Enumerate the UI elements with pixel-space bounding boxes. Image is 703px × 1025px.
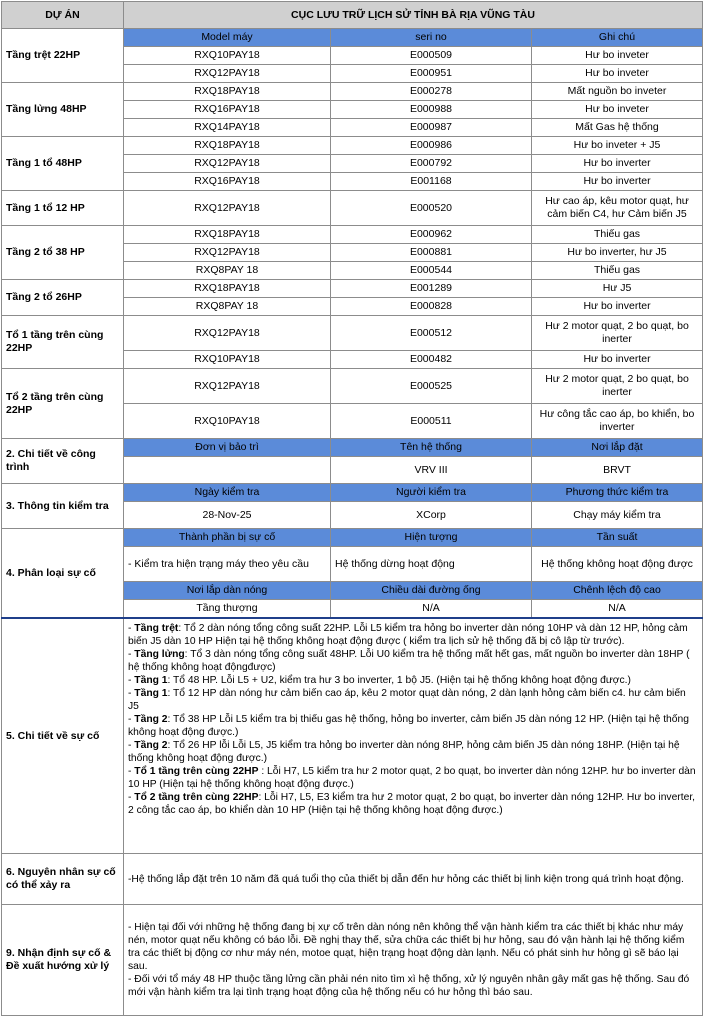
model-cell: RXQ12PAY18 (124, 369, 331, 404)
value-cell: VRV III (331, 457, 532, 484)
value-cell: XCorp (331, 502, 532, 529)
bullet: - (128, 714, 135, 725)
serial-cell: E001289 (331, 280, 532, 298)
detail-item (128, 713, 698, 739)
detail-text: : Lỗi H7, L5, E3 kiểm tra hư 2 motor quạt, 2 bo quạt, bo inverter dàn nóng 12HP. Hư bo inverter, 2 công tắc cao áp, bo khiển dàn 10 HP (Hiện tại hệ thống không hoạt động được.) (128, 792, 696, 816)
serial-header: seri no (331, 29, 532, 47)
note-cell: Hư bo inveter (532, 47, 703, 65)
value-cell: 28-Nov-25 (124, 502, 331, 529)
equipment-row (2, 280, 703, 298)
model-cell: RXQ8PAY 18 (124, 298, 331, 316)
equipment-row (2, 191, 703, 226)
inspection-header-row (2, 484, 703, 502)
inspection-label: 3. Thông tin kiểm tra (2, 484, 124, 529)
value-cell: Chạy máy kiểm tra (532, 502, 703, 529)
serial-cell: E000509 (331, 47, 532, 65)
detail-text: : Tổ 48 HP. Lỗi L5 + U2, kiểm tra hư 3 bo inverter, 1 bộ J5. (Hiện tại hệ thống không hoạt động được.) (167, 675, 631, 686)
proposal-row (2, 905, 703, 1016)
classification-header-row (2, 529, 703, 547)
value-cell (124, 457, 331, 484)
subheader: Đơn vị bảo trì (124, 439, 331, 457)
group-label: Tầng lửng 48HP (2, 83, 124, 137)
equipment-row (2, 226, 703, 244)
note-cell: Mất Gas hệ thống (532, 119, 703, 137)
value-cell: Tầng thượng (124, 600, 331, 619)
model-cell: RXQ18PAY18 (124, 83, 331, 101)
note-cell: Hư 2 motor quạt, 2 bo quạt, bo inerter (532, 316, 703, 351)
model-cell: RXQ12PAY18 (124, 65, 331, 83)
note-cell: Hư bo inverter (532, 155, 703, 173)
value-cell: Hệ thống không hoạt động được (532, 547, 703, 582)
serial-cell: E000482 (331, 351, 532, 369)
proposal-label: 9. Nhận định sự cố & Đề xuất hướng xử lý (2, 905, 124, 1016)
details-text (124, 618, 703, 854)
value-cell: BRVT (532, 457, 703, 484)
subheader: Phương thức kiểm tra (532, 484, 703, 502)
detail-head: Tổ 1 tầng trên cùng 22HP (134, 766, 259, 777)
note-cell: Hư cao áp, kêu motor quạt, hư cảm biến C4, hư Cảm biến J5 (532, 191, 703, 226)
cause-text: -Hệ thống lắp đặt trên 10 năm đã quá tuổi thọ của thiết bị dẫn đến hư hỏng các thiết bị linh kiện trong quá trình hoạt động. (124, 854, 703, 905)
group-label: Tầng trệt 22HP (2, 29, 124, 83)
bullet: - (128, 623, 135, 634)
note-cell: Hư 2 motor quạt, 2 bo quạt, bo inerter (532, 369, 703, 404)
detail-head: Tầng 1 (134, 688, 168, 699)
model-cell: RXQ10PAY18 (124, 404, 331, 439)
detail-head: Tầng 2 (134, 714, 168, 725)
detail-head: Tầng 2 (134, 740, 168, 751)
cause-row (2, 854, 703, 905)
construction-header-row (2, 439, 703, 457)
model-cell: RXQ12PAY18 (124, 191, 331, 226)
detail-head: Tầng trệt (134, 623, 179, 634)
detail-text: : Tổ 38 HP Lỗi L5 kiểm tra bị thiếu gas hệ thống, hỏng bo inverter, cảm biến J5 dàn nóng 12 HP. (Hiện tại hệ thống không hoạt động được.) (128, 714, 689, 738)
detail-text: : Tổ 2 dàn nóng tổng công suất 22HP. Lỗi L5 kiểm tra hỏng bo inverter dàn nóng 10HP và dàn 12 HP, hỏng cảm biến J5 dàn 10 HP Hiện tại hệ thống không hoạt động được ( kiểm tra lịch sử hệ thống đã bị cô lập từ trước). (128, 623, 688, 647)
detail-text: : Lỗi H7, L5 kiểm tra hư 2 motor quạt, 2 bo quạt, bo inverter dàn nóng 12HP. hư bo inverter dàn 10 HP (Hiện tại hệ thống không hoạt động được.) (128, 766, 696, 790)
note-cell: Hư J5 (532, 280, 703, 298)
group-label: Tầng 1 tổ 12 HP (2, 191, 124, 226)
value-cell: - Kiểm tra hiện trạng máy theo yêu cầu (124, 547, 331, 582)
construction-label: 2. Chi tiết về công trình (2, 439, 124, 484)
project-header: DỰ ÁN (2, 2, 124, 29)
detail-head: Tầng 1 (134, 675, 168, 686)
detail-item (128, 687, 698, 713)
proposal-text (124, 905, 703, 1016)
bullet: - (128, 740, 135, 751)
group-label: Tổ 2 tầng trên cùng 22HP (2, 369, 124, 439)
detail-item (128, 674, 698, 687)
detail-head: Tổ 2 tầng trên cùng 22HP (134, 792, 259, 803)
note-cell: Hư bo inveter (532, 65, 703, 83)
model-cell: RXQ12PAY18 (124, 155, 331, 173)
serial-cell: E000962 (331, 226, 532, 244)
serial-cell: E000525 (331, 369, 532, 404)
value-cell: Hệ thống dừng hoạt động (331, 547, 532, 582)
value-cell: N/A (331, 600, 532, 619)
proposal-paragraph: - Hiện tại đối với những hệ thống đang bị xự cố trên dàn nóng nên không thể vận hành kiểm tra các thiết bị khác như máy nén, motor quạt nếu không có báo lỗi. Đề nghị thay thế, sửa chữa các thiết bị hư hỏng, sau đó vận hành lại hệ thống kiểm tra các thiết bị động cơ như máy nén, motoe quạt, hiện trạng hoạt động dàn lạnh. Nếu có phát sinh hư hỏng gì sẽ báo lại sau. (128, 922, 685, 972)
bullet: - (128, 766, 135, 777)
bullet: - (128, 675, 135, 686)
subheader: Nơi lắp dàn nóng (124, 582, 331, 600)
bullet: - (128, 649, 135, 660)
serial-cell: E000792 (331, 155, 532, 173)
detail-head: Tầng lửng (134, 649, 185, 660)
subheader: Ngày kiểm tra (124, 484, 331, 502)
model-header: Model máy (124, 29, 331, 47)
group-label: Tổ 1 tầng trên cùng 22HP (2, 316, 124, 369)
equipment-row (2, 137, 703, 155)
serial-cell: E000544 (331, 262, 532, 280)
group-label: Tầng 2 tổ 38 HP (2, 226, 124, 280)
model-cell: RXQ10PAY18 (124, 47, 331, 65)
bullet: - (128, 688, 135, 699)
subheader: Chênh lệch độ cao (532, 582, 703, 600)
subheader: Thành phần bị sự cố (124, 529, 331, 547)
detail-item (128, 765, 698, 791)
detail-item (128, 622, 698, 648)
note-cell: Hư bo inveter (532, 101, 703, 119)
serial-cell: E000987 (331, 119, 532, 137)
detail-text: : Tổ 3 dàn nóng tổng công suất 48HP. Lỗi U0 kiểm tra hệ thống mất hết gas, mất nguồn bo inverter dàn 18HP ( hệ thống không hoạt độngđược) (128, 649, 690, 673)
model-cell: RXQ16PAY18 (124, 101, 331, 119)
detail-item (128, 791, 698, 817)
note-cell: Hư bo inveter + J5 (532, 137, 703, 155)
group-label: Tầng 2 tổ 26HP (2, 280, 124, 316)
note-cell: Thiếu gas (532, 262, 703, 280)
subheader: Người kiểm tra (331, 484, 532, 502)
subheader: Chiều dài đường ống (331, 582, 532, 600)
model-cell: RXQ14PAY18 (124, 119, 331, 137)
value-cell: N/A (532, 600, 703, 619)
serial-cell: E000951 (331, 65, 532, 83)
note-cell: Mất nguồn bo inveter (532, 83, 703, 101)
archive-title: CỤC LƯU TRỮ LỊCH SỬ TỈNH BÀ RỊA VŨNG TÀU (124, 2, 703, 29)
model-cell: RXQ8PAY 18 (124, 262, 331, 280)
serial-cell: E000988 (331, 101, 532, 119)
serial-cell: E001168 (331, 173, 532, 191)
history-table (1, 1, 703, 1016)
note-header: Ghi chú (532, 29, 703, 47)
subheader: Hiện tượng (331, 529, 532, 547)
subheader: Tên hệ thống (331, 439, 532, 457)
proposal-paragraph: - Đối với tổ máy 48 HP thuộc tầng lửng cần phải nén nito tìm xì hệ thống, xử lý nguyên nhân gây mất gas hệ thống. Sau đó mới vận hành kiểm tra lại tình trạng hoạt động của hệ thống nếu có hư hỏng thì báo sau. (128, 974, 690, 998)
note-cell: Hư bo inverter, hư J5 (532, 244, 703, 262)
details-row (2, 618, 703, 854)
serial-cell: E000511 (331, 404, 532, 439)
serial-cell: E000828 (331, 298, 532, 316)
serial-cell: E000881 (331, 244, 532, 262)
model-cell: RXQ18PAY18 (124, 137, 331, 155)
note-cell: Thiếu gas (532, 226, 703, 244)
cause-label: 6. Nguyên nhân sự cố có thể xảy ra (2, 854, 124, 905)
model-cell: RXQ18PAY18 (124, 226, 331, 244)
model-cell: RXQ10PAY18 (124, 351, 331, 369)
details-label: 5. Chi tiết về sự cố (2, 618, 124, 854)
detail-item (128, 739, 698, 765)
model-cell: RXQ18PAY18 (124, 280, 331, 298)
classification-label: 4. Phân loại sự cố (2, 529, 124, 619)
detail-item (128, 648, 698, 674)
bullet: - (128, 792, 135, 803)
model-cell: RXQ12PAY18 (124, 244, 331, 262)
column-header-row (2, 29, 703, 47)
note-cell: Hư bo inverter (532, 351, 703, 369)
equipment-row (2, 316, 703, 351)
subheader: Nơi lắp đặt (532, 439, 703, 457)
serial-cell: E000986 (331, 137, 532, 155)
subheader: Tần suất (532, 529, 703, 547)
model-cell: RXQ16PAY18 (124, 173, 331, 191)
note-cell: Hư bo inverter (532, 298, 703, 316)
serial-cell: E000278 (331, 83, 532, 101)
detail-text: : Tổ 26 HP lỗi Lỗi L5, J5 kiểm tra hỏng bo inverter dàn nóng 8HP, hỏng cảm biến J5 dàn nóng 18HP. (Hiện tại hệ thống không hoạt động được.) (128, 740, 680, 764)
note-cell: Hư bo inverter (532, 173, 703, 191)
detail-text: : Tổ 12 HP dàn nóng hư cảm biến cao áp, kêu 2 motor quạt dàn nóng, 2 dàn lạnh hỏng cảm biến c4. hư cảm biến J5 (128, 688, 686, 712)
serial-cell: E000512 (331, 316, 532, 351)
model-cell: RXQ12PAY18 (124, 316, 331, 351)
header-row (2, 2, 703, 29)
equipment-row (2, 83, 703, 101)
serial-cell: E000520 (331, 191, 532, 226)
group-label: Tầng 1 tổ 48HP (2, 137, 124, 191)
equipment-row (2, 369, 703, 404)
note-cell: Hư công tắc cao áp, bo khiển, bo inverter (532, 404, 703, 439)
